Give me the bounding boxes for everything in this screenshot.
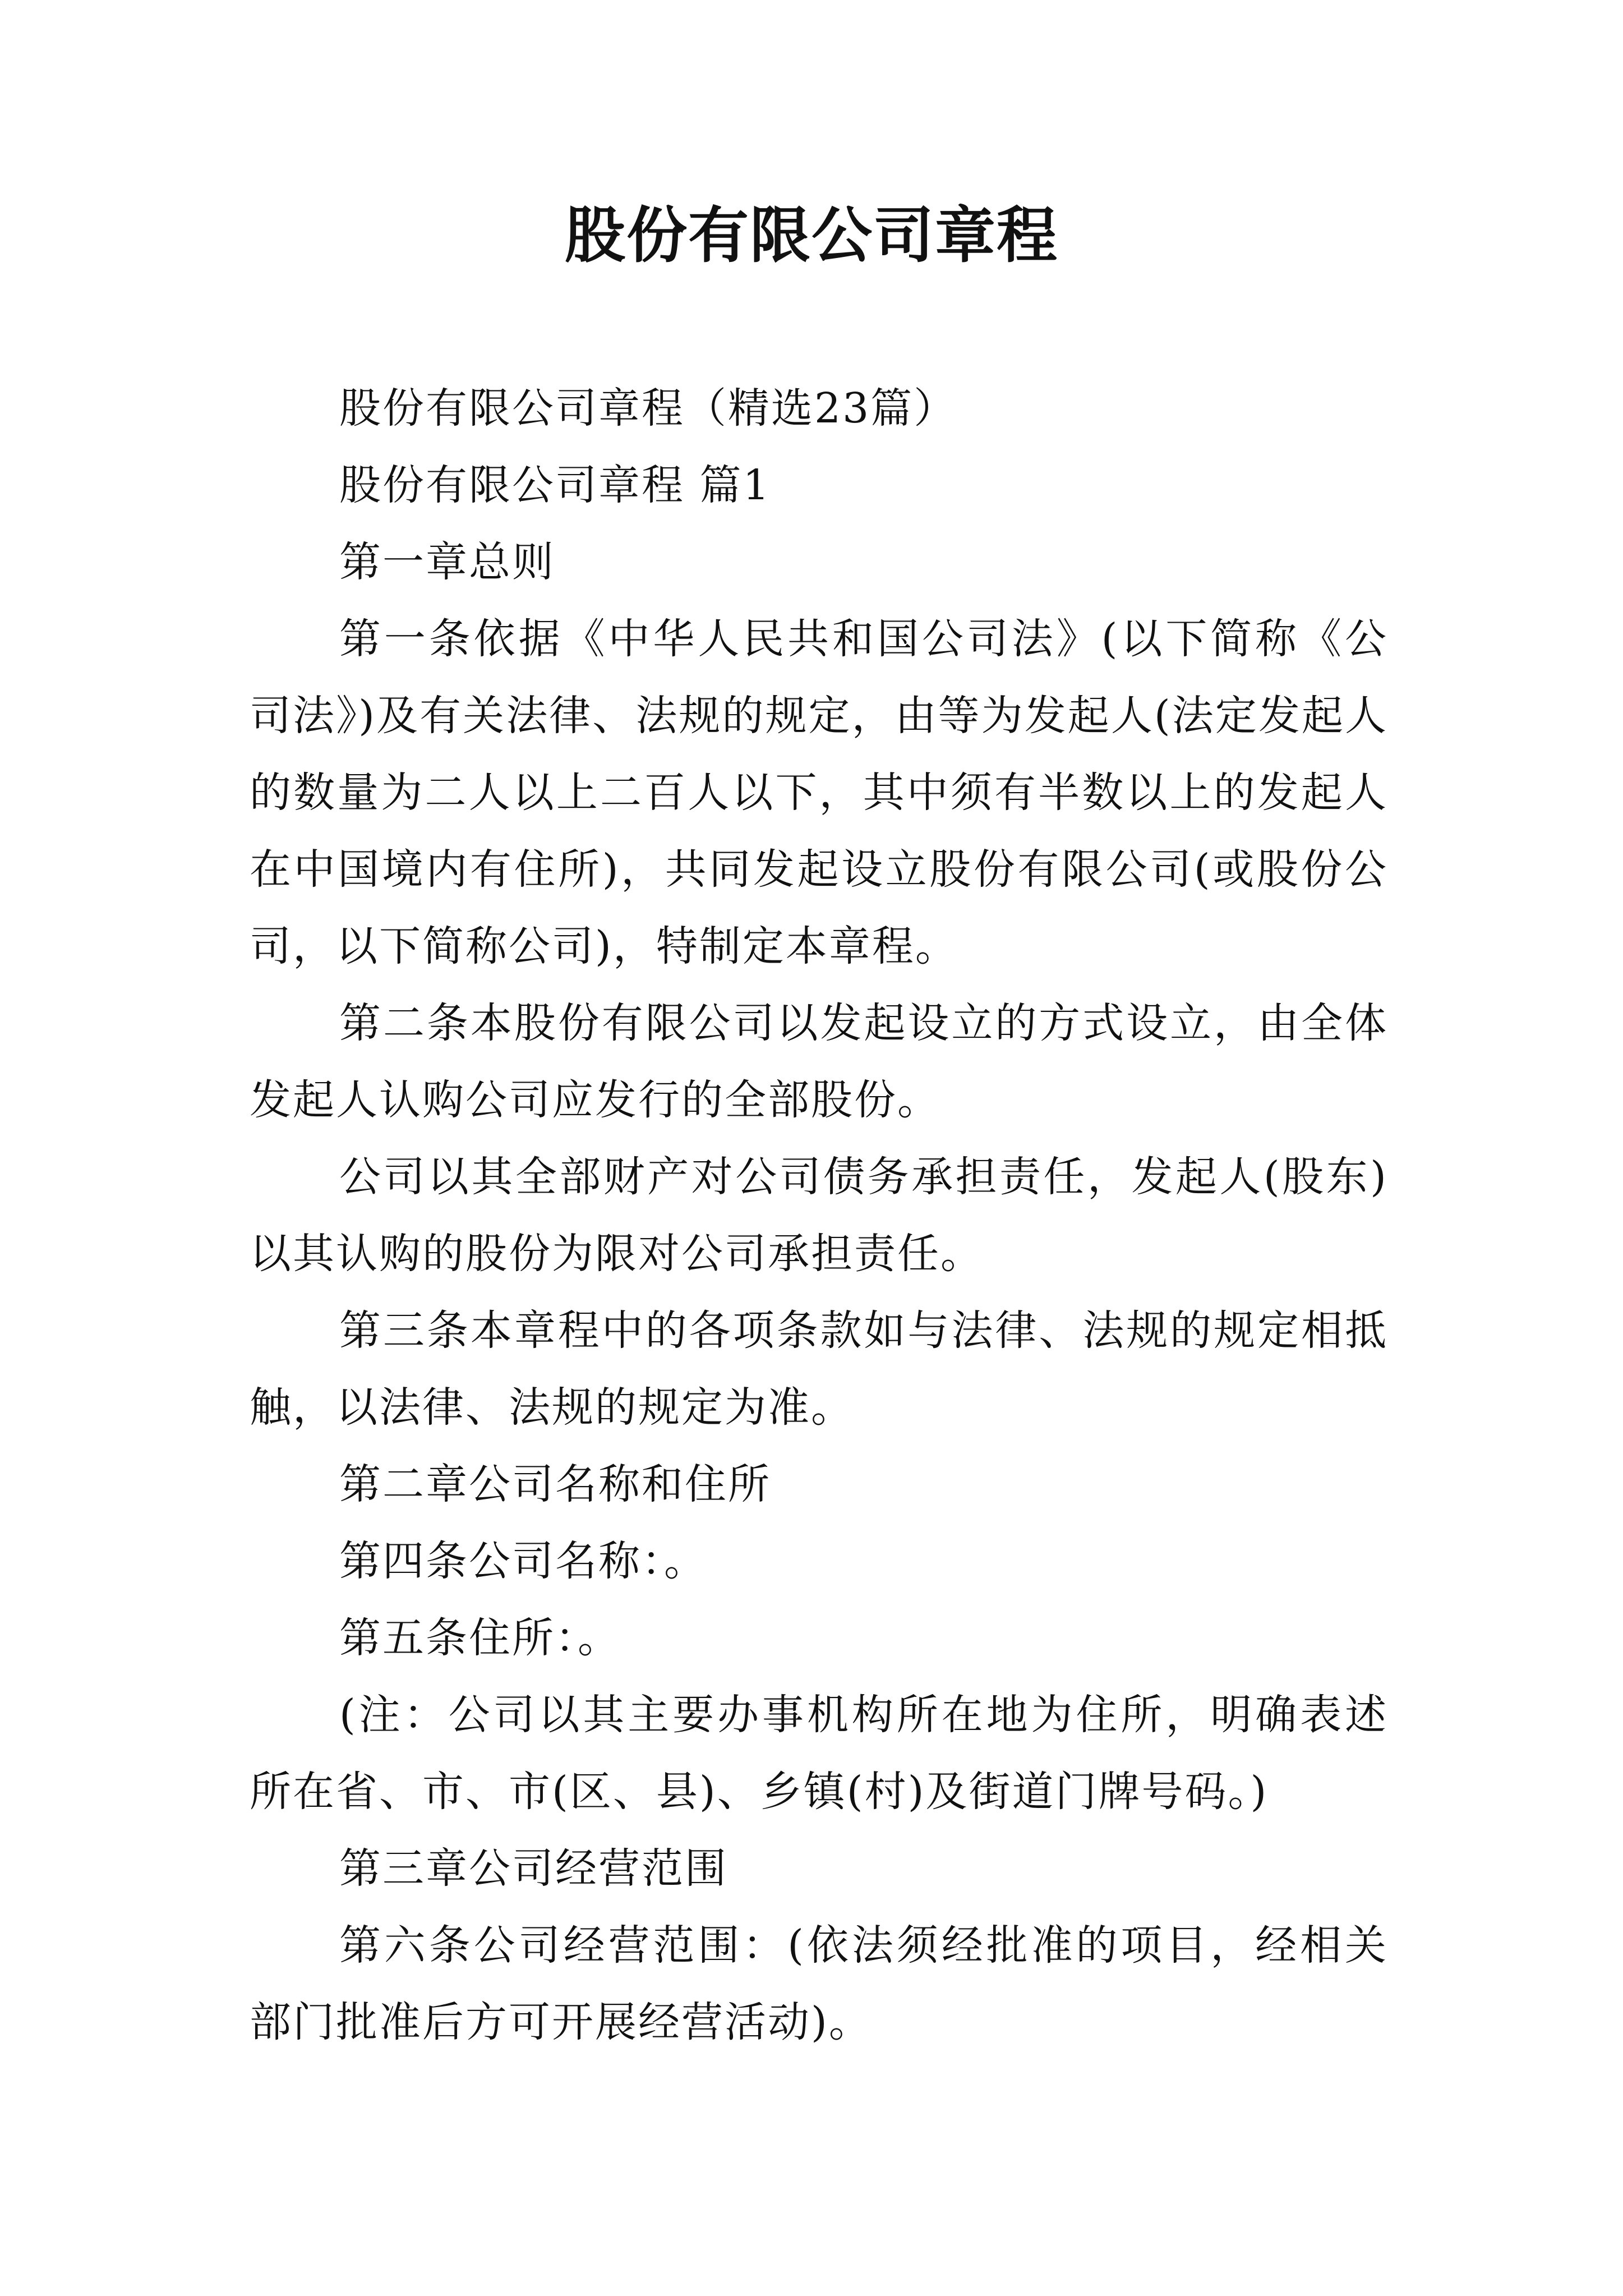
chapter-heading: 第三章公司经营范围: [339, 1844, 728, 1893]
note-paragraph: (注：公司以其主要办事机构所在地为住所，明确表述所在省、市、市(区、县)、乡镇(村)及街道门牌号码。): [250, 1691, 1388, 1816]
chapter-heading: 第一章总则: [339, 538, 555, 586]
article-paragraph: 第五条住所：。: [339, 1614, 621, 1662]
article-paragraph: 第三条本章程中的各项条款如与法律、法规的规定相抵触，以法律、法规的规定为准。: [250, 1306, 1388, 1432]
subtitle-paragraph: 股份有限公司章程（精选23篇）: [339, 384, 957, 432]
document-title: 股份有限公司章程: [564, 200, 1058, 271]
article-paragraph: 第二条本股份有限公司以发起设立的方式设立，由全体发起人认购公司应发行的全部股份。: [250, 999, 1388, 1124]
section-heading: 股份有限公司章程 篇1: [339, 461, 771, 509]
article-paragraph: 第六条公司经营范围：(依法须经批准的项目，经相关部门批准后方可开展经营活动)。: [250, 1921, 1388, 2046]
article-paragraph: 第四条公司名称：。: [339, 1537, 707, 1585]
chapter-heading: 第二章公司名称和住所: [339, 1460, 771, 1508]
body-paragraph: 公司以其全部财产对公司债务承担责任，发起人(股东)以其认购的股份为限对公司承担责任。: [250, 1153, 1388, 1278]
document-body: [250, 370, 1388, 2061]
article-paragraph: 第一条依据《中华人民共和国公司法》(以下简称《公司法》)及有关法律、法规的规定，由等为发起人(法定发起人的数量为二人以上二百人以下，其中须有半数以上的发起人在中国境内有住所)，共同发起设立股份有限公司(或股份公司，以下简称公司)，特制定本章程。: [250, 615, 1388, 970]
